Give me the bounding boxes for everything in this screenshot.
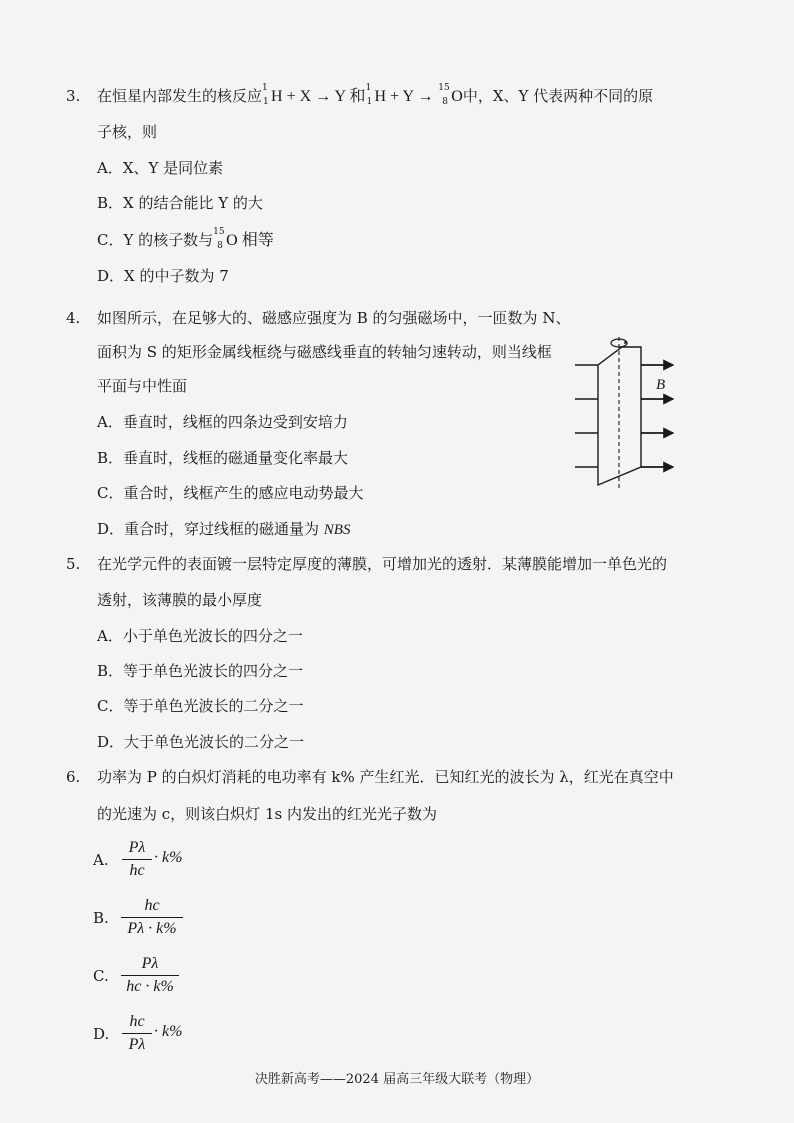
nuclide-o15: 15 8 [438, 83, 450, 107]
q3-equation-2: H + Y → [374, 88, 434, 105]
q3-stem-line2: 子核，则 [97, 123, 158, 141]
nuclide-h-1: 1 1 [262, 83, 269, 107]
q5-option-d: D．大于单色光波长的二分之一 [97, 733, 305, 751]
q6-option-b-label: B. [93, 909, 109, 927]
q4-stem-line1: 如图所示，在足够大的、磁感应强度为 B 的匀强磁场中，一匝数为 N、 [97, 309, 571, 327]
q4-option-b: B．垂直时，线框的磁通量变化率最大 [97, 449, 349, 467]
q5-option-c: C．等于单色光波长的二分之一 [97, 697, 304, 715]
q6-option-c-fraction: Pλ hc · k% [121, 954, 179, 997]
q3-option-a: A．X、Y 是同位素 [97, 159, 224, 177]
nuclide-h-2: 1 1 [365, 83, 373, 107]
q6-option-c-label: C. [93, 967, 109, 985]
q3-option-b: B．X 的结合能比 Y 的大 [97, 194, 263, 212]
q6-stem-line2: 的光速为 c，则该白炽灯 1s 内发出的红光光子数为 [97, 805, 437, 823]
q5-option-a: A．小于单色光波长的四分之一 [97, 627, 303, 645]
q3-option-d: D．X 的中子数为 7 [97, 267, 229, 285]
q3-stem-text-a: 在恒星内部发生的核反应 [97, 87, 263, 105]
q4-stem-line3: 平面与中性面 [97, 377, 188, 395]
q5-number: 5. [66, 555, 81, 573]
field-label-b: B [656, 377, 666, 393]
q4-option-a: A．垂直时，线框的四条边受到安培力 [97, 413, 348, 431]
q3-oxygen-symbol: O [451, 88, 463, 105]
nuclide-o15-option: 15 8 [213, 227, 225, 251]
q6-option-a-fraction: Pλ hc [122, 838, 152, 881]
q3-number: 3. [66, 87, 81, 105]
q6-option-a-label: A. [93, 851, 109, 869]
q3-stem-text-b: 中，X、Y 代表两种不同的原 [462, 87, 654, 105]
q6-stem-line1: 功率为 P 的白炽灯消耗的电功率有 k% 产生红光．已知红光的波长为 λ，红光在真空中 [97, 768, 674, 786]
q4-number: 4. [66, 309, 81, 327]
q5-stem-line1: 在光学元件的表面镀一层特定厚度的薄膜，可增加光的透射．某薄膜能增加一单色光的 [97, 555, 668, 573]
page-footer: 决胜新高考——2024 届高三年级大联考（物理） [254, 1072, 540, 1087]
q4-option-c: C．重合时，线框产生的感应电动势最大 [97, 484, 364, 502]
q6-option-b-fraction: hc Pλ · k% [121, 896, 183, 939]
q5-option-b: B．等于单色光波长的四分之一 [97, 662, 304, 680]
q3-equation-1: H + X → Y 和 [271, 88, 366, 105]
q3-stem-line1 [97, 83, 654, 107]
q6-option-a-suffix: · k% [154, 849, 183, 866]
q6-option-d-label: D. [93, 1025, 110, 1043]
q3-option-c: C．Y 的核子数与 15 8 O 相等 [97, 227, 274, 251]
q4-coil-in-field-diagram [570, 335, 680, 495]
q4-stem-line2: 面积为 S 的矩形金属线框绕与磁感线垂直的转轴匀速转动，则当线框 [97, 343, 552, 361]
q6-option-d-fraction: hc Pλ [122, 1012, 152, 1055]
q5-stem-line2: 透射，该薄膜的最小厚度 [97, 591, 263, 609]
q6-option-d-suffix: · k% [154, 1023, 183, 1040]
q4-option-d: D．重合时，穿过线框的磁通量为 NBS [97, 520, 351, 538]
q6-number: 6. [66, 768, 81, 786]
